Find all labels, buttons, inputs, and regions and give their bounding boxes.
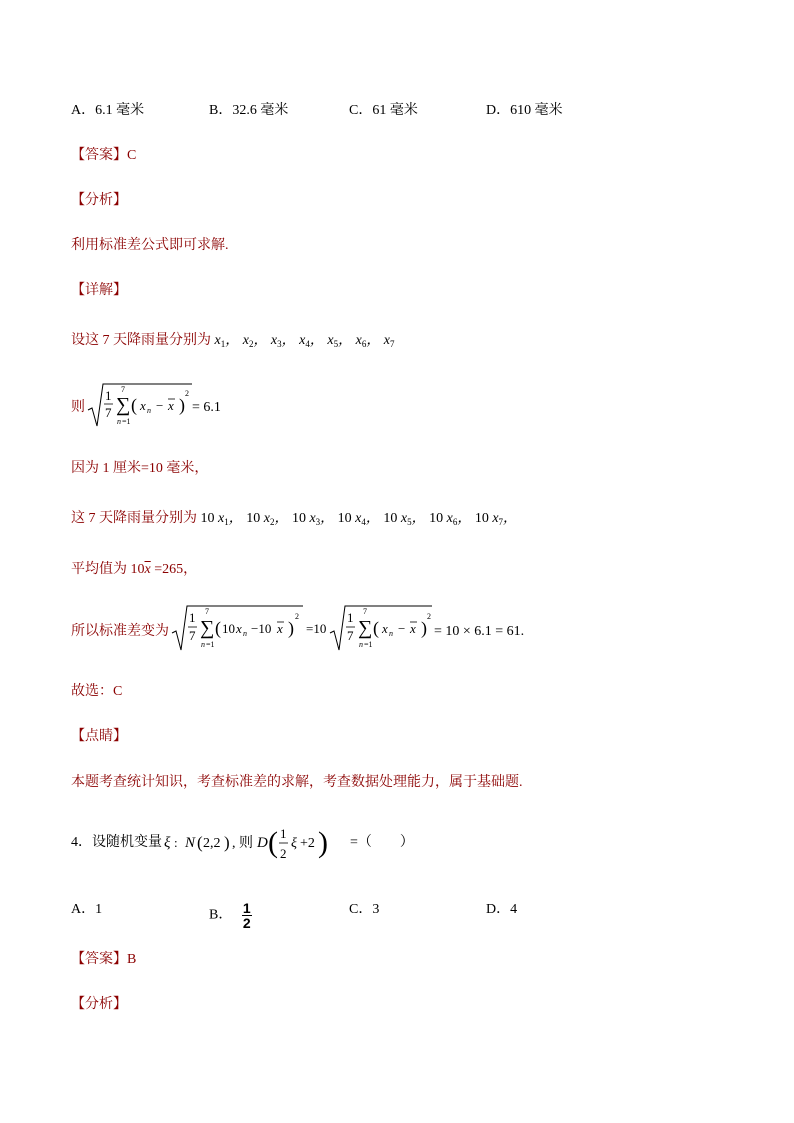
svg-text:−: −	[398, 621, 406, 636]
svg-text:,: ,	[232, 836, 236, 851]
svg-text:+2: +2	[300, 836, 315, 851]
option-c: C．61 毫米	[349, 103, 418, 118]
svg-text:D: D	[257, 835, 268, 851]
detail-line-5: 平均值为 $10\overline{x} =265$，	[71, 562, 198, 577]
q4-option-b-label: B．	[209, 907, 233, 923]
svg-text:10: 10	[222, 621, 235, 636]
q4-stem-suffix: =（ ）	[350, 835, 414, 850]
comment-tag: 【点睛】	[71, 729, 127, 744]
svg-text:=1: =1	[206, 640, 215, 649]
svg-text:): )	[318, 826, 328, 859]
detail-line-4-vars: 10 $x_1$， 10 $x_2$， 10 $x_3$， 10 $x_4$， 10 $x_5$， 10 $x_6$， 10 $x_7$，	[200, 511, 518, 527]
detail-line-6-result: = 10 × 6.1 = 61.	[434, 624, 525, 639]
svg-text:n: n	[389, 629, 393, 638]
analysis-tag: 【分析】	[71, 193, 127, 208]
q4-answer-tag: 【答案】	[71, 952, 127, 967]
q4-stem-prefix: 4．设随机变量	[71, 835, 162, 850]
detail-line-2-rhs: = 6.1	[192, 400, 221, 415]
svg-text:−10: −10	[251, 621, 272, 636]
svg-text:7: 7	[105, 405, 112, 420]
svg-text:=10: =10	[306, 621, 327, 636]
answer-value: C	[127, 148, 137, 163]
svg-text:2: 2	[427, 612, 431, 621]
option-d: D．610 毫米	[486, 103, 563, 118]
svg-text:ξ: ξ	[164, 835, 171, 851]
q4-analysis-tag: 【分析】	[71, 997, 127, 1012]
svg-text:x: x	[410, 621, 416, 636]
svg-text:(: (	[268, 826, 278, 859]
svg-text:7: 7	[363, 607, 367, 616]
svg-text:1: 1	[347, 610, 354, 625]
svg-text:x: x	[382, 621, 388, 636]
svg-text:(: (	[215, 618, 221, 638]
svg-text:1: 1	[105, 388, 112, 403]
svg-text:7: 7	[205, 607, 209, 616]
answer-line	[71, 147, 136, 165]
svg-text:n: n	[117, 417, 121, 426]
svg-text:n: n	[359, 640, 363, 649]
q4-answer-line	[71, 951, 136, 969]
svg-text:则: 则	[239, 836, 253, 851]
analysis-text: 利用标准差公式即可求解.	[71, 238, 229, 253]
svg-text:): )	[288, 618, 294, 638]
svg-text:N: N	[185, 835, 196, 851]
detail-line-4	[71, 510, 517, 531]
scaled-std-formula	[170, 602, 440, 661]
svg-text:7: 7	[189, 628, 196, 643]
svg-text:): )	[224, 833, 230, 852]
svg-text:ξ: ξ	[291, 836, 297, 851]
svg-text:x: x	[236, 621, 242, 636]
svg-text:): )	[179, 395, 185, 415]
detail-line-6-prefix: 所以标准差变为	[71, 624, 169, 639]
detail-line-1-prefix: 设这 7 天降雨量分别为	[71, 333, 211, 348]
svg-text:7: 7	[121, 385, 125, 394]
option-a: A．6.1 毫米	[71, 103, 145, 118]
q4-stem-formula	[160, 820, 360, 871]
svg-text:x: x	[168, 398, 174, 413]
svg-text:∑: ∑	[200, 617, 215, 639]
detail-line-1	[71, 332, 395, 353]
conclusion: 故选：C	[71, 684, 123, 699]
detail-line-2-prefix: 则	[71, 400, 85, 415]
svg-text:x: x	[140, 398, 146, 413]
svg-text:): )	[421, 618, 427, 638]
svg-text::: :	[174, 835, 178, 850]
svg-text:∑: ∑	[358, 617, 373, 639]
q4-option-a: A．1	[71, 902, 103, 917]
svg-text:(: (	[131, 395, 137, 415]
q4-option-b-denominator: 2	[242, 915, 251, 931]
detail-line-3: 因为 1 厘米=10 毫米，	[71, 461, 209, 476]
svg-text:−: −	[156, 398, 164, 413]
option-b: B．32.6 毫米	[209, 103, 289, 118]
svg-text:(: (	[373, 618, 379, 638]
svg-text:n: n	[243, 629, 247, 638]
q4-option-b-numerator: 1	[242, 900, 251, 916]
q4-answer-value: B	[127, 952, 137, 967]
q4-option-c: C．3	[349, 902, 380, 917]
svg-text:2: 2	[280, 846, 287, 861]
answer-tag: 【答案】	[71, 148, 127, 163]
q4-option-b-fraction	[242, 901, 252, 930]
svg-text:n: n	[201, 640, 205, 649]
svg-text:1: 1	[189, 610, 196, 625]
detail-line-4-prefix: 这 7 天降雨量分别为	[71, 511, 197, 526]
svg-text:2: 2	[185, 389, 189, 398]
svg-text:=1: =1	[364, 640, 373, 649]
svg-text:∑: ∑	[116, 394, 131, 416]
svg-text:n: n	[147, 406, 151, 415]
svg-text:7: 7	[347, 628, 354, 643]
q4-option-b	[209, 901, 252, 930]
comment-text: 本题考查统计知识，考查标准差的求解，考查数据处理能力，属于基础题.	[71, 775, 523, 790]
svg-text:1: 1	[280, 826, 287, 841]
svg-text:(: (	[197, 833, 203, 852]
detail-line-1-vars: $x_1$， $x_2$， $x_3$， $x_4$， $x_5$， $x_6$， $x_7$	[214, 333, 395, 349]
detail-tag: 【详解】	[71, 283, 127, 298]
svg-text:x: x	[277, 621, 283, 636]
svg-text:=1: =1	[122, 417, 131, 426]
svg-text:2,2: 2,2	[203, 836, 221, 851]
q4-option-d: D．4	[486, 902, 518, 917]
svg-text:2: 2	[295, 612, 299, 621]
